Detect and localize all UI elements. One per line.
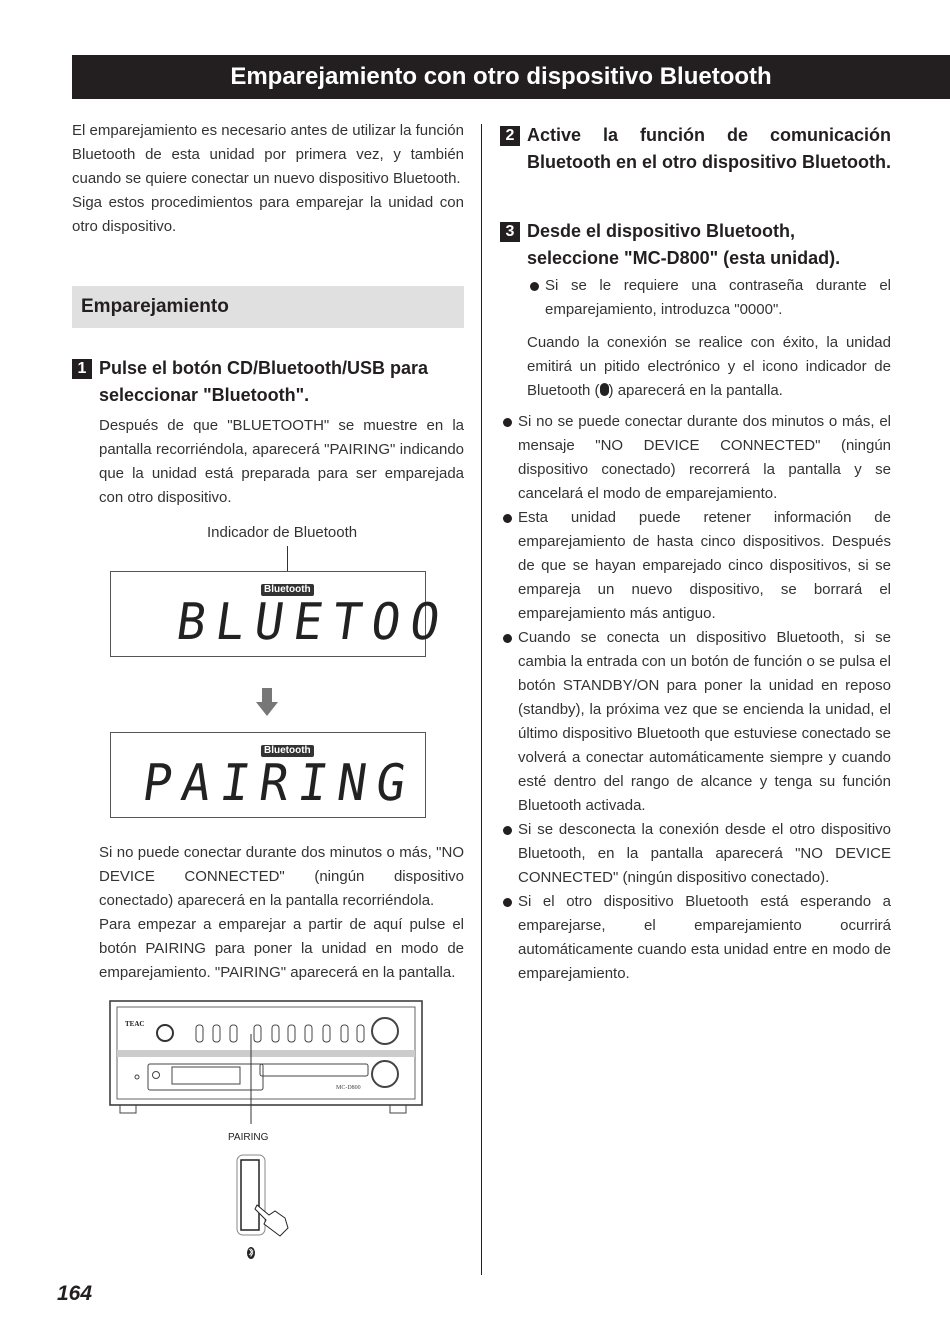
step-number: 3	[500, 222, 520, 242]
arrow-down-icon	[256, 688, 278, 716]
step-2	[500, 122, 891, 176]
model-name: MC-D800	[336, 1085, 361, 1091]
step-number: 1	[72, 359, 92, 379]
note-item: Cuando se conecta un dispositivo Bluetooth, si se cambia la entrada con un botón de función o se pulsa el botón STANDBY/ON para poner la unidad en reposo (standby), la próxima vez que se encienda la unidad, el último dispositivo Bluetooth que estuviese conectado se volverá a conectar automáticamente siempre y cuando esté dentro del rango de alcance y tenga su función Bluetooth activada.	[500, 626, 891, 818]
step-number: 2	[500, 126, 520, 146]
intro-paragraph: Siga estos procedimientos para emparejar la unidad con otro dispositivo.	[72, 194, 464, 235]
step-1	[72, 355, 464, 510]
bluetooth-icon	[600, 383, 609, 396]
step-bullet: Si se le requiere una contraseña durante el emparejamiento, introduzca "0000".	[527, 274, 891, 322]
page-title: Emparejamiento con otro dispositivo Bluetooth	[72, 55, 950, 99]
page-number: 164	[57, 1282, 93, 1305]
step-text-b: ) aparecerá en la pantalla.	[608, 382, 783, 399]
bluetooth-badge: Bluetooth	[261, 745, 314, 757]
display-text: PAIRING	[138, 753, 420, 813]
column-divider	[481, 124, 482, 1275]
note-item: Si se desconecta la conexión desde el otro dispositivo Bluetooth, en la pantalla aparecerá "NO DEVICE CONNECTED" (ningún dispositivo conectado).	[500, 818, 891, 890]
display-pairing	[110, 732, 426, 818]
bluetooth-icon	[247, 1247, 255, 1259]
note-item: Esta unidad puede retener información de emparejamiento de hasta cinco dispositivos. Después de que se hayan emparejado cinco dispositivos, si se empareja un nuevo dispositivo, se borrará el emparejamiento más antiguo.	[500, 506, 891, 626]
display-text: BLUETOO	[172, 592, 454, 652]
notes-list	[500, 410, 891, 986]
brand-logo: TEAC	[125, 1020, 145, 1028]
step-text: Para empezar a emparejar a partir de aquí pulse el botón PAIRING para poner la unidad en modo de emparejamiento. "PAIRING" aparecerá en la pantalla.	[99, 916, 464, 981]
step-title: Pulse el botón CD/Bluetooth/USB para seleccionar "Bluetooth".	[99, 358, 429, 405]
bluetooth-badge: Bluetooth	[261, 584, 314, 596]
device-illustration	[108, 998, 424, 1266]
intro	[72, 119, 464, 239]
step-3	[500, 218, 891, 403]
intro-paragraph: El emparejamiento es necesario antes de utilizar la función Bluetooth de esta unidad por primera vez, y también cuando se quiere conectar un nuevo dispositivo Bluetooth.	[72, 122, 464, 187]
pairing-label: PAIRING	[228, 1132, 269, 1143]
step-title: Desde el dispositivo Bluetooth, seleccione "MC-D800" (esta unidad).	[527, 221, 841, 268]
step-text-a: Cuando la conexión se realice con éxito, la unidad emitirá un pitido electrónico y el icono indicador de Bluetooth (	[527, 334, 891, 399]
note-item: Si el otro dispositivo Bluetooth está esperando a emparejarse, el emparejamiento ocurrirá automáticamente cuando esta unidad entre en modo de emparejamiento.	[500, 890, 891, 986]
step-title: Active la función de comunicación Bluetooth en el otro dispositivo Bluetooth.	[527, 125, 891, 172]
display-bluetooth	[110, 571, 454, 657]
step-1-after	[99, 841, 464, 985]
step-text	[527, 331, 891, 403]
indicator-label: Indicador de Bluetooth	[207, 524, 358, 541]
note-item: Si no se puede conectar durante dos minutos o más, el mensaje "NO DEVICE CONNECTED" (ningún dispositivo conectado) recorrerá la pantalla y se cancelará el modo de emparejamiento.	[500, 410, 891, 506]
step-text: Si no puede conectar durante dos minutos o más, "NO DEVICE CONNECTED" (ningún dispositivo conectado) aparecerá en la pantalla recorriéndola.	[99, 844, 464, 909]
section-heading: Emparejamiento	[72, 286, 464, 328]
step-text: Después de que "BLUETOOTH" se muestre en la pantalla recorriéndola, aparecerá "PAIRING" indicando que la unidad está preparada para ser emparejada con otro dispositivo.	[99, 417, 464, 506]
